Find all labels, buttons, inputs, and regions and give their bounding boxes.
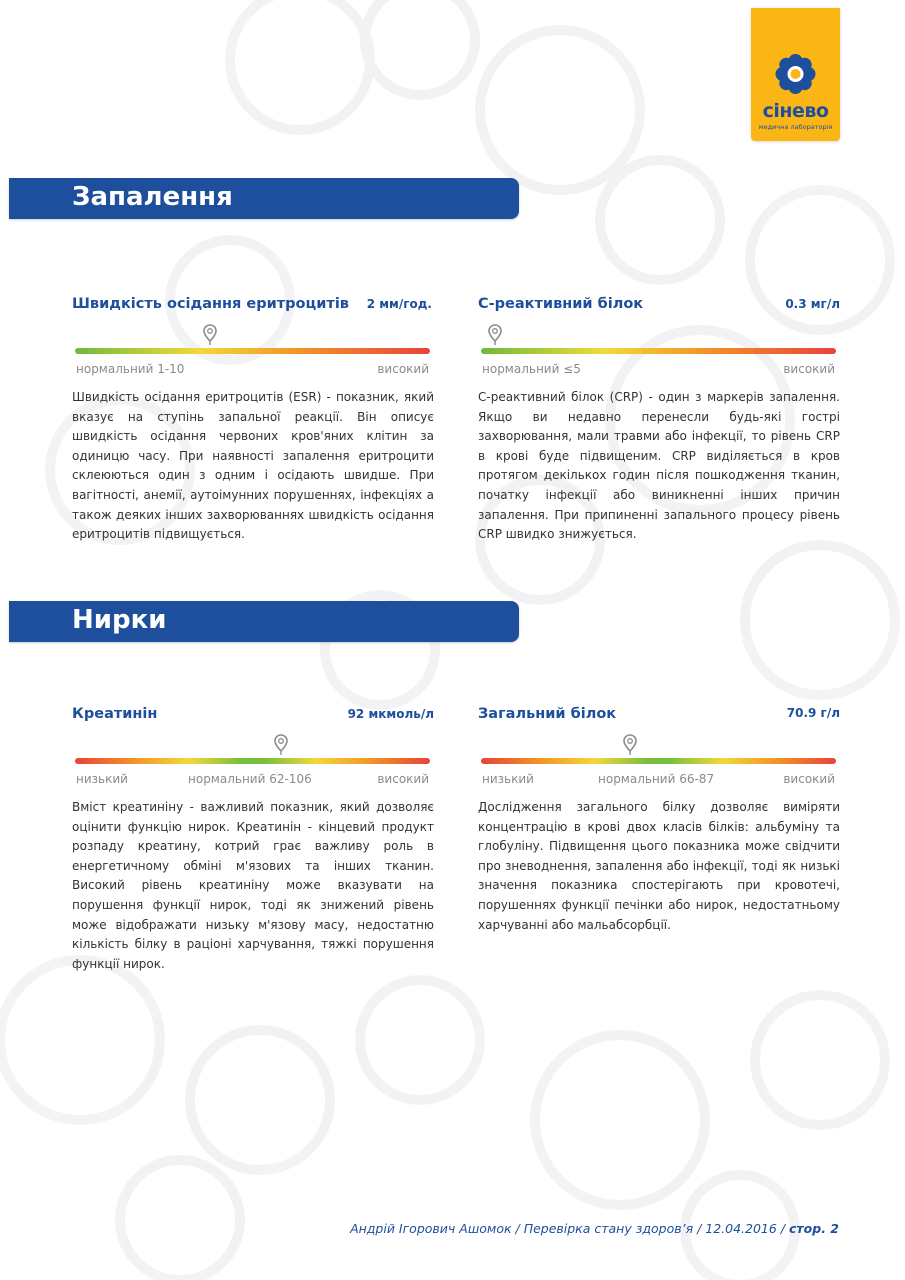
indicator-description: Швидкість осідання еритроцитів (ESR) - показник, який вказує на ступінь запальної реакції. Він описує швидкість осідання червоних кров'яних клітин за одиницю часу. При наявності запалення еритроцити склеюються один з одним і осідають швидше. При вагітності, анемії, аутоімунних порушеннях, інфекціях а також деяких інших захворюваннях швидкість осідання еритроцитів підвищується. [72,390,434,542]
range-labels [481,362,836,378]
section-header-kidneys [9,601,519,642]
range-label-low: низький [482,772,534,786]
indicator-title: Загальний білок [478,706,617,722]
indicator-value: 70.9 г/л [786,706,840,720]
brand-tagline: медична лабораторія [758,123,833,131]
section-title: Нирки [72,605,167,635]
location-pin-icon [488,324,502,346]
range-label-high: високий [377,362,429,376]
range-gradient [75,758,430,764]
range-label-low: низький [76,772,128,786]
brand-name: сінево [762,100,829,122]
range-gradient [75,348,430,354]
range-bar [75,348,430,355]
range-bar [481,348,836,355]
range-bar [481,758,836,765]
footer-text: Андрій Ігорович Ашомок / Перевірка стану здоров’я / 12.04.2016 / [350,1221,789,1236]
indicator-card-total-protein [478,706,840,976]
range-labels [75,772,430,788]
range-bar [75,758,430,765]
indicator-description: Вміст креатиніну - важливий показник, який дозволяє оцінити функцію нирок. Креатинін - кінцевий продукт розпаду креатину, котрий грає важливу роль в енергетичному обміні м'язових та інших тканин. Високий рівень креатиніну може вказувати на порушення функції нирок, тоді як знижений рівень може відображати низьку м'язову масу, недостатню кількість білку в раціоні харчування, тяжкі порушення функції нирок. [72,800,434,971]
indicator-card-esr [72,296,434,556]
range-label-normal: нормальний ≤5 [482,362,581,376]
range-label-high: високий [783,772,835,786]
indicator-card-crp [478,296,840,556]
indicator-card-creatinine [72,706,434,976]
section-title: Запалення [72,182,233,212]
range-labels [481,772,836,788]
section-header-inflammation [9,178,519,219]
indicator-value: 92 мкмоль/л [347,707,434,721]
indicator-description: Дослідження загального білку дозволяє виміряти концентрацію в крові двох класів білків: альбуміну та глобуліну. Підвищення цього показника може свідчити про зневоднення, запалення або інфекції, тоді як низькі значення показника спостерігають при кровотечі, порушеннях функції печінки або нирок, недостатньому харчуванні або мальабсорбції. [478,800,840,932]
range-gradient [481,758,836,764]
indicator-value: 0.3 мг/л [785,297,840,311]
indicator-title: Креатинін [72,706,158,722]
range-label-high: високий [783,362,835,376]
range-label-high: високий [377,772,429,786]
indicator-title: Швидкість осідання еритроцитів [72,296,349,312]
page-number: стор. 2 [789,1221,839,1236]
page-footer [350,1221,839,1236]
indicator-value: 2 мм/год. [366,297,432,311]
location-pin-icon [274,734,288,756]
brand-logo [751,8,840,141]
range-label-normal: нормальний 1-10 [76,362,185,376]
location-pin-icon [623,734,637,756]
range-labels [75,362,430,378]
location-pin-icon [203,324,217,346]
range-label-normal: нормальний 66-87 [598,772,715,786]
indicator-title: С-реактивний білок [478,296,644,312]
indicator-description: С-реактивний білок (CRP) - один з маркерів запалення. Якщо ви недавно перенесли будь-які гострі захворювання, мали травми або інфекції, то рівень CRP в крові буде підвищеним. CRP виділяється в кров протягом декількох годин після пошкодження тканин, початку інфекції або виникненні інших причин запалення. При припиненні запального процесу рівень CRP швидко знижується. [478,390,840,542]
range-label-normal: нормальний 62-106 [188,772,312,786]
range-gradient [481,348,836,354]
